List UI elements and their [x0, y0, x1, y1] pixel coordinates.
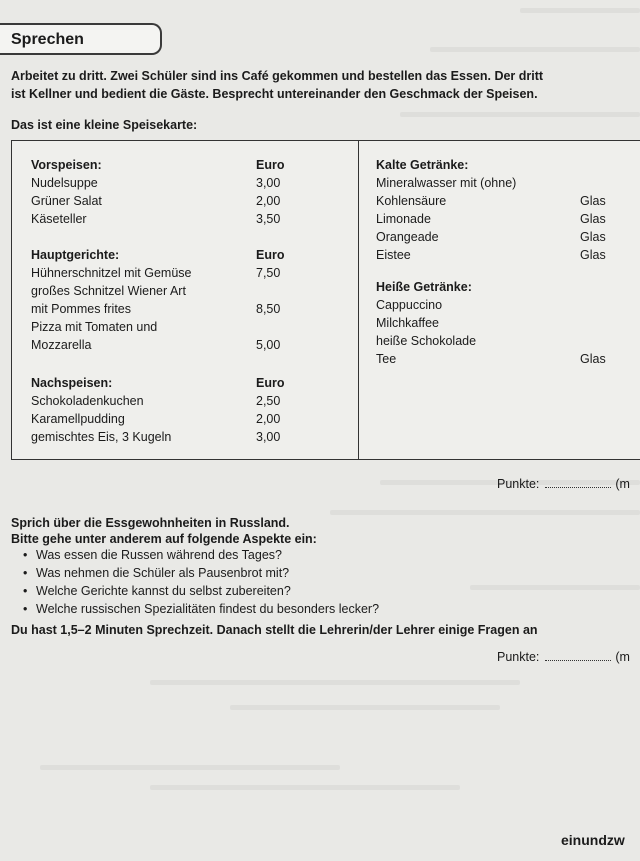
menu-price: 7,50	[256, 266, 281, 280]
score-max: (m	[615, 650, 630, 664]
menu-section-title: Heiße Getränke:	[376, 280, 472, 294]
menu-price: 5,00	[256, 338, 281, 352]
drink-item: Limonade	[376, 212, 431, 226]
task2-title: Sprich über die Essgewohnheiten in Russland.	[11, 516, 290, 530]
score-blank	[545, 487, 611, 488]
drink-item: Tee	[376, 352, 397, 366]
menu-card	[11, 140, 640, 460]
menu-item: Schokoladenkuchen	[31, 394, 144, 408]
menu-section-title: Hauptgerichte:	[31, 248, 120, 262]
drink-unit: Glas	[580, 230, 606, 244]
menu-item: Hühnerschnitzel mit Gemüse	[31, 266, 192, 280]
drink-item: Orangeade	[376, 230, 439, 244]
menu-item: Käseteller	[31, 212, 87, 226]
menu-price: 2,00	[256, 194, 281, 208]
score-blank	[545, 660, 611, 661]
task2-closing: Du hast 1,5–2 Minuten Sprechzeit. Danach stellt die Lehrerin/der Lehrer einige Fragen an	[11, 623, 538, 637]
list-item: • Was essen die Russen während des Tages?	[36, 546, 379, 564]
menu-price: 3,50	[256, 212, 281, 226]
menu-section-title: Vorspeisen:	[31, 158, 102, 172]
currency-label: Euro	[256, 248, 285, 262]
drink-unit: Glas	[580, 248, 606, 262]
drink-item: Mineralwasser mit (ohne)	[376, 176, 517, 190]
menu-section-title: Nachspeisen:	[31, 376, 113, 390]
menu-item: großes Schnitzel Wiener Art	[31, 284, 186, 298]
menu-price: 8,50	[256, 302, 281, 316]
drink-item: Eistee	[376, 248, 411, 262]
drink-unit: Glas	[580, 212, 606, 226]
list-item: • Was nehmen die Schüler als Pausenbrot mit?	[36, 564, 379, 582]
menu-price: 2,00	[256, 412, 281, 426]
score-field	[497, 477, 630, 491]
menu-item: Grüner Salat	[31, 194, 102, 208]
currency-label: Euro	[256, 158, 285, 172]
menu-item: gemischtes Eis, 3 Kugeln	[31, 430, 172, 444]
list-item: • Welche russischen Spezialitäten findest du besonders lecker?	[36, 600, 379, 618]
drink-unit: Glas	[580, 194, 606, 208]
menu-price: 2,50	[256, 394, 281, 408]
menu-price: 3,00	[256, 430, 281, 444]
score-field	[497, 650, 630, 664]
menu-price: 3,00	[256, 176, 281, 190]
section-title: Sprechen	[0, 23, 162, 55]
task-instruction-line1: Arbeitet zu dritt. Zwei Schüler sind ins Café gekommen und bestellen das Essen. Der dritt	[11, 69, 544, 83]
score-label: Punkte:	[497, 477, 540, 491]
menu-section-title: Kalte Getränke:	[376, 158, 469, 172]
list-item: • Welche Gerichte kannst du selbst zubereiten?	[36, 582, 379, 600]
drink-item: Cappuccino	[376, 298, 443, 312]
score-max: (m	[615, 477, 630, 491]
drink-item: Kohlensäure	[376, 194, 447, 208]
task2-subtitle: Bitte gehe unter anderem auf folgende Aspekte ein:	[11, 532, 317, 546]
menu-item: Mozzarella	[31, 338, 92, 352]
menu-item: Karamellpudding	[31, 412, 125, 426]
menu-item: mit Pommes frites	[31, 302, 132, 316]
menu-heading: Das ist eine kleine Speisekarte:	[11, 118, 198, 132]
score-label: Punkte:	[497, 650, 540, 664]
menu-divider	[358, 141, 359, 459]
drink-item: heiße Schokolade	[376, 334, 477, 348]
task-instruction-line2: ist Kellner und bedient die Gäste. Besprecht untereinander den Geschmack der Speisen.	[11, 87, 538, 101]
menu-item: Nudelsuppe	[31, 176, 98, 190]
menu-item: Pizza mit Tomaten und	[31, 320, 158, 334]
page-number-word: einundzw	[561, 832, 625, 848]
drink-unit: Glas	[580, 352, 606, 366]
currency-label: Euro	[256, 376, 285, 390]
drink-item: Milchkaffee	[376, 316, 439, 330]
aspect-list	[36, 546, 379, 618]
